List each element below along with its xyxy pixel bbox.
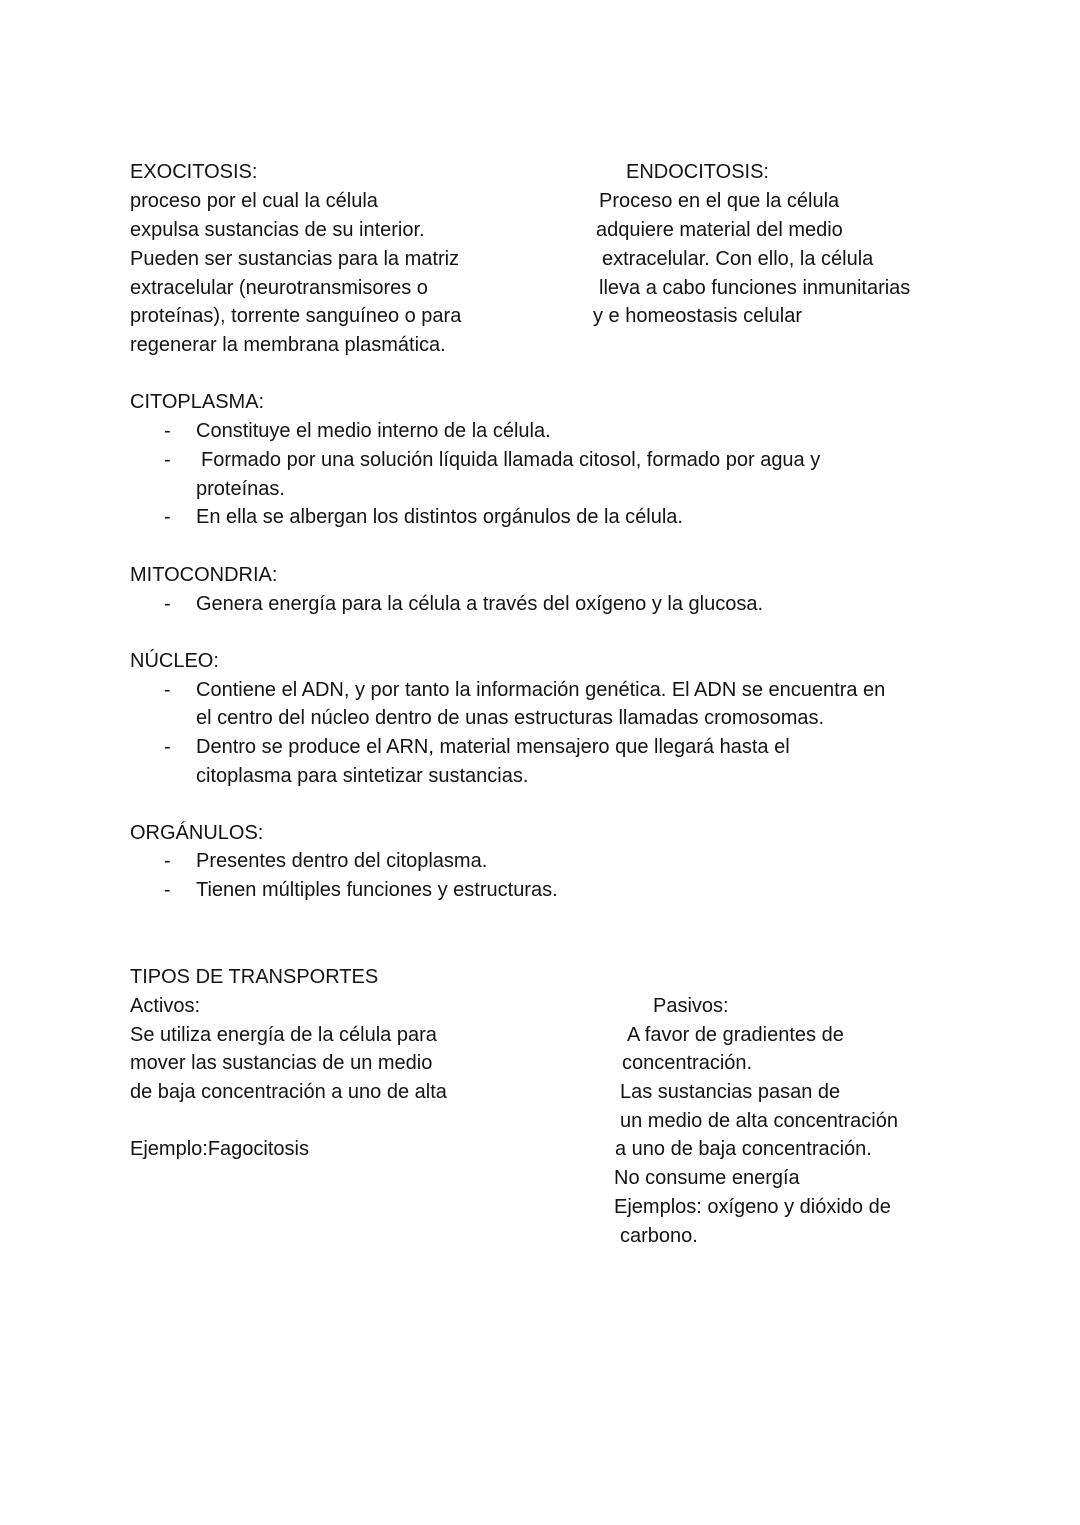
endocitosis-line: y e homeostasis celular [593, 305, 802, 327]
citoplasma-bullet: Constituye el medio interno de la célula. [196, 420, 551, 442]
endocitosis-heading: ENDOCITOSIS: [626, 161, 769, 183]
bullet-marker: - [164, 420, 171, 442]
activos-line: mover las sustancias de un medio [130, 1052, 433, 1074]
bullet-marker: - [164, 850, 171, 872]
bullet-marker: - [164, 679, 171, 701]
organulos-bullet: Tienen múltiples funciones y estructuras. [196, 879, 558, 901]
pasivos-line: Ejemplos: oxígeno y dióxido de [614, 1196, 891, 1218]
pasivos-line: un medio de alta concentración [620, 1110, 898, 1132]
activos-example: Ejemplo:Fagocitosis [130, 1138, 309, 1160]
pasivos-line: A favor de gradientes de [627, 1024, 844, 1046]
mitocondria-bullet: Genera energía para la célula a través del oxígeno y la glucosa. [196, 593, 764, 615]
mitocondria-heading: MITOCONDRIA: [130, 564, 278, 586]
exocitosis-heading: EXOCITOSIS: [130, 161, 258, 183]
nucleo-bullet: Contiene el ADN, y por tanto la información genética. El ADN se encuentra en [196, 679, 886, 701]
transportes-heading: TIPOS DE TRANSPORTES [130, 966, 379, 988]
activos-heading: Activos: [130, 995, 201, 1017]
nucleo-bullet-continuation: el centro del núcleo dentro de unas estructuras llamadas cromosomas. [196, 707, 825, 729]
bullet-marker: - [164, 879, 171, 901]
exocitosis-line: regenerar la membrana plasmática. [130, 334, 446, 356]
endocitosis-line: lleva a cabo funciones inmunitarias [599, 277, 911, 299]
pasivos-line: No consume energía [614, 1167, 800, 1189]
exocitosis-line: proceso por el cual la célula [130, 190, 378, 212]
nucleo-bullet-continuation: citoplasma para sintetizar sustancias. [196, 765, 529, 787]
endocitosis-line: adquiere material del medio [596, 219, 843, 241]
exocitosis-line: extracelular (neurotransmisores o [130, 277, 428, 299]
pasivos-line: a uno de baja concentración. [615, 1138, 872, 1160]
activos-line: de baja concentración a uno de alta [130, 1081, 447, 1103]
citoplasma-bullet: En ella se albergan los distintos orgánulos de la célula. [196, 506, 683, 528]
pasivos-line: concentración. [622, 1052, 753, 1074]
pasivos-line: Las sustancias pasan de [620, 1081, 841, 1103]
bullet-marker: - [164, 449, 171, 471]
nucleo-heading: NÚCLEO: [130, 650, 219, 672]
exocitosis-line: proteínas), torrente sanguíneo o para [130, 305, 462, 327]
bullet-marker: - [164, 506, 171, 528]
nucleo-bullet: Dentro se produce el ARN, material mensajero que llegará hasta el [196, 736, 790, 758]
exocitosis-line: Pueden ser sustancias para la matriz [130, 248, 460, 270]
bullet-marker: - [164, 736, 171, 758]
organulos-heading: ORGÁNULOS: [130, 822, 264, 844]
bullet-marker: - [164, 593, 171, 615]
pasivos-heading: Pasivos: [653, 995, 729, 1017]
activos-line: Se utiliza energía de la célula para [130, 1024, 437, 1046]
pasivos-line: carbono. [620, 1225, 698, 1247]
endocitosis-line: Proceso en el que la célula [599, 190, 840, 212]
citoplasma-bullet-continuation: proteínas. [196, 478, 285, 500]
exocitosis-line: expulsa sustancias de su interior. [130, 219, 425, 241]
organulos-bullet: Presentes dentro del citoplasma. [196, 850, 488, 872]
citoplasma-heading: CITOPLASMA: [130, 391, 265, 413]
citoplasma-bullet: Formado por una solución líquida llamada citosol, formado por agua y [201, 449, 821, 471]
endocitosis-line: extracelular. Con ello, la célula [602, 248, 874, 270]
